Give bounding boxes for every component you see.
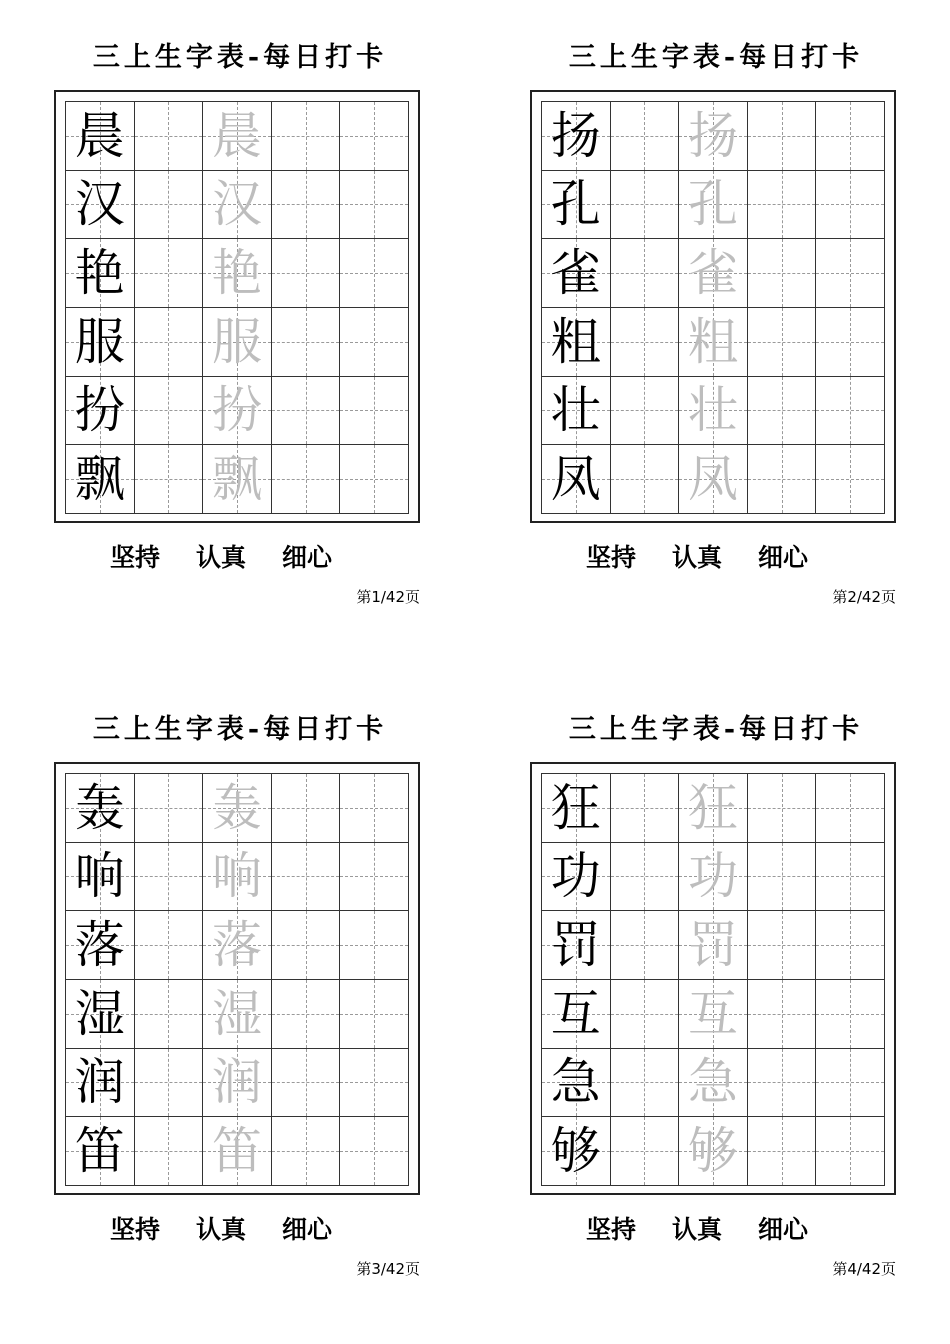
grid-cell <box>135 308 204 377</box>
grid-cell <box>66 980 135 1049</box>
motto-word: 认真 <box>672 1215 723 1244</box>
model-character: 狂 <box>550 778 601 837</box>
motto-word: 坚持 <box>586 543 637 572</box>
model-character: 粗 <box>550 312 601 371</box>
grid-cell <box>679 445 748 514</box>
model-character: 扮 <box>74 381 125 440</box>
sheet-title: 三上生字表-每日打卡 <box>92 42 388 73</box>
grid-cell <box>542 239 611 308</box>
motto-word: 认真 <box>196 543 247 572</box>
grid-cell <box>66 843 135 912</box>
grid-cell <box>203 239 272 308</box>
model-character: 急 <box>550 1053 601 1112</box>
grid-cell <box>135 1049 204 1118</box>
model-character: 湿 <box>74 984 125 1043</box>
practice-sheet <box>526 0 906 640</box>
grid-cell <box>748 1117 817 1186</box>
grid-cell <box>272 980 341 1049</box>
grid-cell <box>340 239 409 308</box>
trace-character: 艳 <box>211 244 262 303</box>
grid-cell <box>203 774 272 843</box>
model-character: 扬 <box>550 106 601 165</box>
model-character: 响 <box>74 847 125 906</box>
model-character: 功 <box>550 847 601 906</box>
page-number: 第3/42页 <box>356 1260 420 1278</box>
trace-character: 凤 <box>687 450 738 509</box>
grid-cell <box>611 911 680 980</box>
grid-cell <box>542 102 611 171</box>
grid-cell <box>272 1117 341 1186</box>
grid-cell <box>611 980 680 1049</box>
practice-sheet <box>50 672 430 1312</box>
grid-cell <box>611 239 680 308</box>
trace-character: 够 <box>687 1122 738 1181</box>
trace-character: 服 <box>211 312 262 371</box>
trace-character: 孔 <box>687 175 738 234</box>
grid-cell <box>135 980 204 1049</box>
grid-cell <box>611 1117 680 1186</box>
model-character: 润 <box>74 1053 125 1112</box>
grid-cell <box>340 377 409 446</box>
practice-sheet <box>526 672 906 1312</box>
trace-character: 雀 <box>687 244 738 303</box>
trace-character: 罚 <box>687 916 738 975</box>
grid-cell <box>203 911 272 980</box>
model-character: 笛 <box>74 1122 125 1181</box>
grid-cell <box>748 1049 817 1118</box>
page-number: 第2/42页 <box>832 588 896 606</box>
grid-cell <box>272 377 341 446</box>
sheet-title: 三上生字表-每日打卡 <box>568 714 864 745</box>
grid-cell <box>272 774 341 843</box>
grid-cell <box>135 171 204 240</box>
model-character: 罚 <box>550 916 601 975</box>
grid-cell <box>542 980 611 1049</box>
grid-cell <box>542 774 611 843</box>
grid-cell <box>135 843 204 912</box>
motto-word: 认真 <box>672 543 723 572</box>
motto-word: 细心 <box>758 1215 809 1244</box>
grid-cell <box>272 239 341 308</box>
model-character: 雀 <box>550 244 601 303</box>
grid-cell <box>272 102 341 171</box>
grid-cell <box>679 1049 748 1118</box>
grid-cell <box>135 377 204 446</box>
model-character: 互 <box>550 984 601 1043</box>
grid-cell <box>272 445 341 514</box>
grid-cell <box>66 911 135 980</box>
motto-word: 细心 <box>282 543 333 572</box>
grid-cell <box>542 171 611 240</box>
grid-cell <box>542 1049 611 1118</box>
motto-word: 细心 <box>758 543 809 572</box>
grid-cell <box>611 171 680 240</box>
grid-cell <box>66 102 135 171</box>
model-character: 凤 <box>550 450 601 509</box>
grid-cell <box>816 377 885 446</box>
grid-cell <box>611 445 680 514</box>
grid-cell <box>611 843 680 912</box>
tianzige-grid <box>65 101 409 514</box>
trace-character: 飘 <box>211 450 262 509</box>
grid-cell <box>748 102 817 171</box>
trace-character: 笛 <box>211 1122 262 1181</box>
grid-cell <box>135 445 204 514</box>
page-number: 第4/42页 <box>832 1260 896 1278</box>
trace-character: 扮 <box>211 381 262 440</box>
grid-frame <box>530 762 896 1195</box>
grid-cell <box>203 377 272 446</box>
grid-cell <box>611 1049 680 1118</box>
motto-word: 细心 <box>282 1215 333 1244</box>
grid-cell <box>340 774 409 843</box>
grid-cell <box>542 377 611 446</box>
grid-cell <box>203 445 272 514</box>
trace-character: 扬 <box>687 106 738 165</box>
grid-cell <box>272 843 341 912</box>
grid-cell <box>748 843 817 912</box>
model-character: 落 <box>74 916 125 975</box>
grid-cell <box>272 911 341 980</box>
grid-cell <box>816 1049 885 1118</box>
grid-cell <box>816 774 885 843</box>
grid-cell <box>340 1049 409 1118</box>
grid-cell <box>203 171 272 240</box>
trace-character: 响 <box>211 847 262 906</box>
grid-cell <box>66 1049 135 1118</box>
grid-cell <box>748 171 817 240</box>
grid-cell <box>816 980 885 1049</box>
grid-cell <box>340 308 409 377</box>
trace-character: 晨 <box>211 106 262 165</box>
grid-cell <box>611 774 680 843</box>
motto-word: 认真 <box>196 1215 247 1244</box>
grid-cell <box>679 911 748 980</box>
trace-character: 狂 <box>687 778 738 837</box>
page-number: 第1/42页 <box>356 588 420 606</box>
trace-character: 功 <box>687 847 738 906</box>
grid-cell <box>66 239 135 308</box>
grid-cell <box>679 308 748 377</box>
motto-word: 坚持 <box>110 543 161 572</box>
sheet-title: 三上生字表-每日打卡 <box>568 42 864 73</box>
grid-cell <box>135 911 204 980</box>
grid-cell <box>679 774 748 843</box>
grid-cell <box>340 171 409 240</box>
grid-cell <box>66 377 135 446</box>
tianzige-grid <box>541 773 885 1186</box>
model-character: 壮 <box>550 381 601 440</box>
grid-cell <box>679 980 748 1049</box>
grid-cell <box>272 308 341 377</box>
model-character: 服 <box>74 312 125 371</box>
motto-word: 坚持 <box>110 1215 161 1244</box>
grid-cell <box>748 774 817 843</box>
model-character: 轰 <box>74 778 125 837</box>
grid-frame <box>54 90 420 523</box>
grid-cell <box>816 911 885 980</box>
tianzige-grid <box>541 101 885 514</box>
grid-cell <box>340 911 409 980</box>
grid-cell <box>816 1117 885 1186</box>
model-character: 飘 <box>74 450 125 509</box>
grid-cell <box>542 843 611 912</box>
grid-cell <box>203 102 272 171</box>
grid-cell <box>816 102 885 171</box>
grid-cell <box>748 239 817 308</box>
grid-cell <box>748 308 817 377</box>
grid-cell <box>748 445 817 514</box>
grid-cell <box>340 843 409 912</box>
grid-cell <box>679 843 748 912</box>
grid-cell <box>611 308 680 377</box>
grid-cell <box>679 1117 748 1186</box>
model-character: 孔 <box>550 175 601 234</box>
model-character: 艳 <box>74 244 125 303</box>
motto <box>110 1210 332 1246</box>
grid-cell <box>203 1117 272 1186</box>
grid-cell <box>816 843 885 912</box>
model-character: 够 <box>550 1122 601 1181</box>
grid-cell <box>272 171 341 240</box>
grid-cell <box>542 445 611 514</box>
trace-character: 粗 <box>687 312 738 371</box>
trace-character: 润 <box>211 1053 262 1112</box>
trace-character: 轰 <box>211 778 262 837</box>
grid-cell <box>679 377 748 446</box>
model-character: 晨 <box>74 106 125 165</box>
grid-cell <box>135 102 204 171</box>
motto <box>586 1210 808 1246</box>
grid-cell <box>816 239 885 308</box>
tianzige-grid <box>65 773 409 1186</box>
motto <box>110 538 332 574</box>
grid-cell <box>66 308 135 377</box>
grid-cell <box>748 377 817 446</box>
grid-cell <box>340 1117 409 1186</box>
grid-cell <box>679 239 748 308</box>
grid-cell <box>340 102 409 171</box>
grid-cell <box>816 308 885 377</box>
motto-word: 坚持 <box>586 1215 637 1244</box>
trace-character: 落 <box>211 916 262 975</box>
grid-cell <box>203 308 272 377</box>
grid-cell <box>272 1049 341 1118</box>
practice-sheet <box>50 0 430 640</box>
grid-cell <box>203 1049 272 1118</box>
grid-cell <box>748 980 817 1049</box>
grid-cell <box>542 1117 611 1186</box>
trace-character: 壮 <box>687 381 738 440</box>
grid-cell <box>340 445 409 514</box>
grid-cell <box>816 445 885 514</box>
grid-cell <box>679 171 748 240</box>
grid-cell <box>203 980 272 1049</box>
grid-cell <box>203 843 272 912</box>
grid-cell <box>611 102 680 171</box>
grid-cell <box>66 774 135 843</box>
grid-cell <box>135 239 204 308</box>
grid-cell <box>135 774 204 843</box>
grid-cell <box>66 171 135 240</box>
trace-character: 急 <box>687 1053 738 1112</box>
trace-character: 汉 <box>211 175 262 234</box>
grid-cell <box>542 911 611 980</box>
grid-cell <box>816 171 885 240</box>
motto <box>586 538 808 574</box>
sheet-title: 三上生字表-每日打卡 <box>92 714 388 745</box>
trace-character: 互 <box>687 984 738 1043</box>
grid-frame <box>530 90 896 523</box>
grid-cell <box>611 377 680 446</box>
trace-character: 湿 <box>211 984 262 1043</box>
grid-cell <box>340 980 409 1049</box>
grid-cell <box>542 308 611 377</box>
model-character: 汉 <box>74 175 125 234</box>
grid-frame <box>54 762 420 1195</box>
grid-cell <box>135 1117 204 1186</box>
grid-cell <box>679 102 748 171</box>
grid-cell <box>66 445 135 514</box>
grid-cell <box>66 1117 135 1186</box>
grid-cell <box>748 911 817 980</box>
